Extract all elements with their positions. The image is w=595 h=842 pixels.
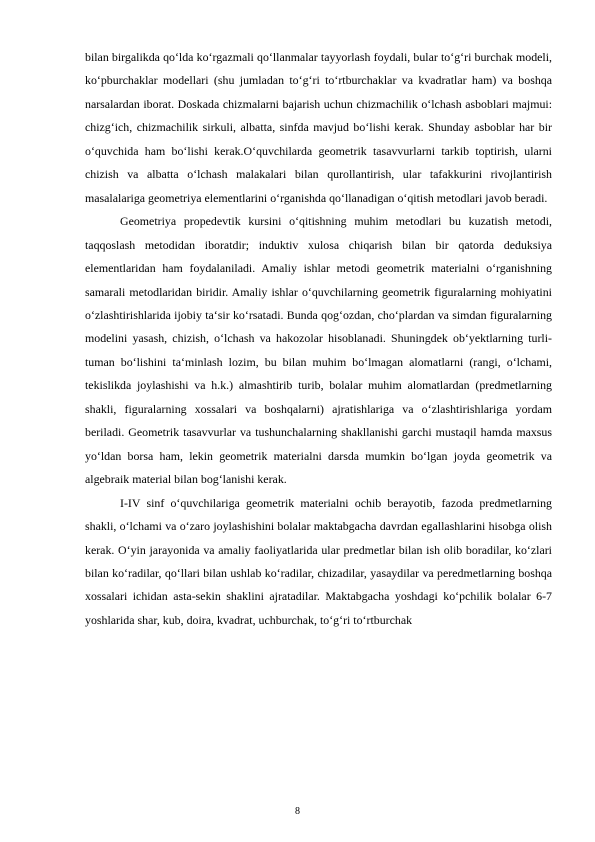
- page-number: 8: [295, 806, 300, 817]
- document-body: [85, 46, 552, 632]
- paragraph-2: Geometriya propedevtik kursini oʻqitishning muhim metodlari bu kuzatish metodi, taqqoslash metodidan iboratdir; induktiv xulosa chiqarish bilan bir qatorda deduksiya elementlaridan ham foydalaniladi. Amaliy ishlar metodi geometrik materialni oʻrganishning samarali metodlaridan biridir. Amaliy ishlar oʻquvchilarning geometrik figuralarning mohiyatini oʻzlashtirishlarida ijobiy taʻsir koʻrsatadi. Bunda qogʻozdan, choʻplardan va simdan figuralarning modelini yasash, chizish, oʻlchash va hakozolar hisoblanadi. Shuningdek obʻyektlarning turli-tuman boʻlishini taʻminlash lozim, bu bilan muhim boʻlmagan alomatlarni (rangi, oʻlchami, tekislikda joylashishi va h.k.) almashtirib turib, bolalar muhim alomatlardan (predmetlarning shakli, figuralarning xossalari va boshqalarni) ajratishlariga va oʻzlashtirishlariga yordam beriladi. Geometrik tasavvurlar va tushunchalarning shakllanishi garchi mustaqil hamda maxsus yoʻldan borsa ham, lekin geometrik materialni darsda mumkin boʻlgan joyda geometrik va algebraik material bilan bogʻlanishi kerak.: [85, 214, 552, 487]
- paragraph-1: bilan birgalikda qoʻlda koʻrgazmali qoʻllanmalar tayyorlash foydali, bular toʻgʻri burchak modeli, koʻpburchaklar modellari (shu jumladan toʻgʻri toʻrtburchaklar va kvadratlar ham) va boshqa narsalardan iborat. Doskada chizmalarni bajarish uchun chizmachilik oʻlchash asboblari majmui: chizgʻich, chizmachilik sirkuli, albatta, sinfda mavjud boʻlishi kerak. Shunday asboblar har bir oʻquvchida ham boʻlishi kerak.Oʻquvchilarda geometrik tasavvurlarni tarkib toptirish, ularni chizish va albatta oʻlchash malakalari bilan qurollantirish, ular tafakkurini rivojlantirish masalalariga geometriya elementlarini oʻrganishda qoʻllanadigan oʻqitish metodlari javob beradi.: [85, 50, 552, 205]
- paragraph-3: I-IV sinf oʻquvchilariga geometrik materialni ochib berayotib, fazoda predmetlarning shakli, oʻlchami va oʻzaro joylashishini bolalar maktabgacha davrdan egallashlarini hisobga olish kerak. Oʻyin jarayonida va amaliy faoliyatlarida ular predmetlar bilan ish olib boradilar, koʻzlari bilan koʻradilar, qoʻllari bilan ushlab koʻradilar, chizadilar, yasaydilar va peredmetlarning boshqa xossalari ichidan asta-sekin shaklini ajratadilar. Maktabgacha yoshdagi koʻpchilik bolalar 6-7 yoshlarida shar, kub, doira, kvadrat, uchburchak, toʻgʻri toʻrtburchak: [85, 495, 552, 627]
